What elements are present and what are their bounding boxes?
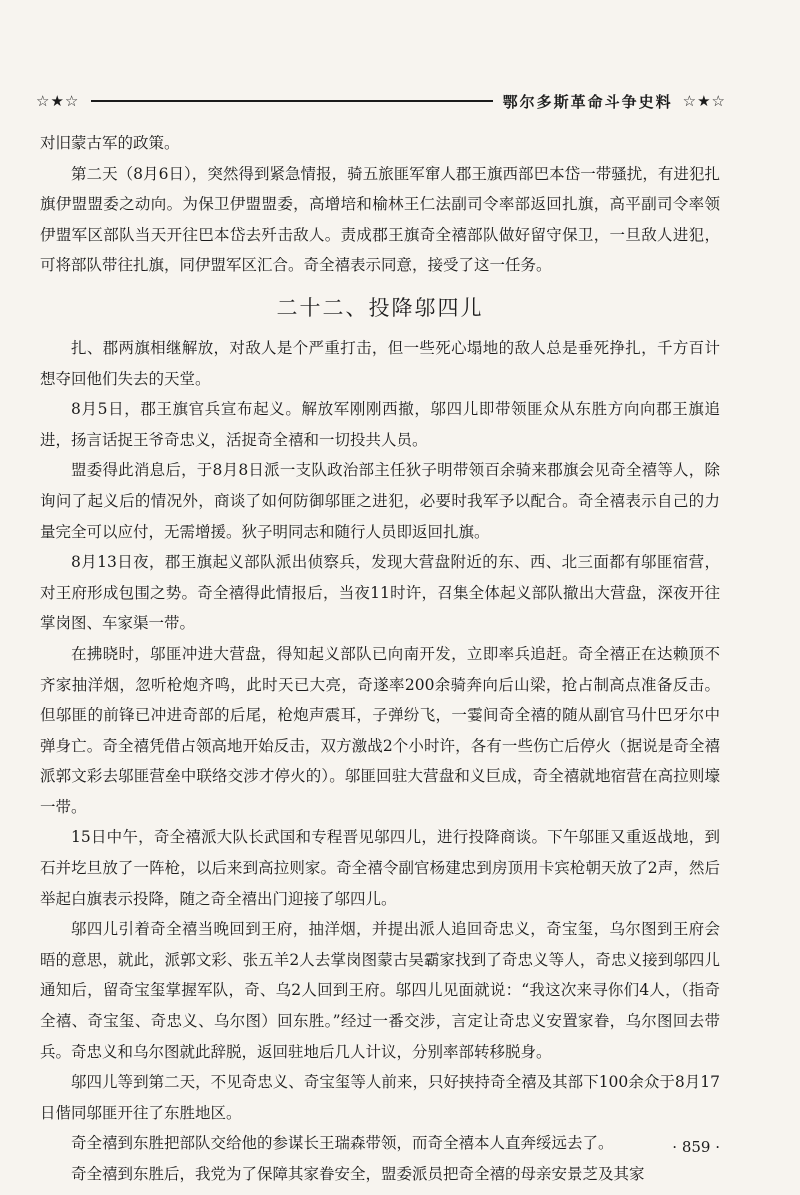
paragraph: 奇全禧到东胜后，我党为了保障其家眷安全，盟委派员把奇全禧的母亲安景芝及其家 [71, 1165, 645, 1183]
paragraph: 盟委得此消息后，于8月8日派一支队政治部主任狄子明带领百余骑来郡旗会见奇全禧等人，除询问了起义后的情况外，商谈了如何防御邬匪之进犯，必要时我军予以配合。奇全禧表示自己的力量完全可以应付，无需增援。狄子明同志和随行人员即返回扎旗。 [40, 461, 720, 541]
running-title: 鄂尔多斯革命斗争史料 [502, 92, 673, 111]
paragraph: 15日中午，奇全禧派大队长武国和专程晋见邬四儿，进行投降商谈。下午邬匪又重返战地，到石并圪旦放了一阵枪，以后来到高拉则家。奇全禧令副官杨建忠到房顶用卡宾枪朝天放了2声，然后举起白旗表示投降，随之奇全禧出门迎接了邬四儿。 [40, 828, 720, 908]
paragraph: 邬四儿引着奇全禧当晚回到王府，抽洋烟，并提出派人追回奇忠义，奇宝玺，乌尔图到王府会晤的意思，就此，派郭文彩、张五羊2人去掌岗图蒙古吴霸家找到了奇忠义等人，奇忠义接到邬四儿通知后，留奇宝玺掌握军队，奇、乌2人回到王府。邬四儿见面就说：“我这次来寻你们4人，（指奇全禧、奇宝玺、奇忠义、乌尔图）回东胜。”经过一番交涉，言定让奇忠义安置家眷，乌尔图回去带兵。奇忠义和乌尔图就此辞脱，返回驻地后几人计议，分别率部转移脱身。 [40, 920, 720, 1061]
header-rule [91, 100, 492, 102]
header-stars-left: ☆★☆ [36, 92, 80, 110]
running-header [36, 88, 726, 114]
header-stars-right: ☆★☆ [682, 92, 726, 110]
paragraph: 对旧蒙古军的政策。 [40, 134, 180, 152]
section-heading: 二十二、投降邬四儿 [276, 295, 484, 320]
paragraph: 第二天（8月6日），突然得到紧急情报，骑五旅匪军窜人郡王旗西部巴本岱一带骚扰，有进犯扎旗伊盟盟委之动向。为保卫伊盟盟委，高增培和榆林王仁法副司令率部返回扎旗，高平副司令率领伊盟军区部队当天开往巴本岱去歼击敌人。责成郡王旗奇全禧部队做好留守保卫，一旦敌人进犯，可将部队带往扎旗，同伊盟军区汇合。奇全禧表示同意，接受了这一任务。 [40, 164, 720, 275]
paragraph: 8月13日夜，郡王旗起义部队派出侦察兵，发现大营盘附近的东、西、北三面都有邬匪宿营，对王府形成包围之势。奇全禧得此情报后，当夜11时许，召集全体起义部队撤出大营盘，深夜开往掌岗图、车家渠一带。 [40, 553, 720, 633]
body-text [40, 128, 720, 1190]
paragraph: 奇全禧到东胜把部队交给他的参谋长王瑞森带领，而奇全禧本人直奔绥远去了。 [71, 1134, 614, 1153]
paragraph: 8月5日，郡王旗官兵宣布起义。解放军刚刚西撤，邬四儿即带领匪众从东胜方向向郡王旗追进，扬言话捉王爷奇忠义，活捉奇全禧和一切投共人员。 [40, 400, 720, 449]
paragraph: 扎、郡两旗相继解放，对敌人是个严重打击，但一些死心塌地的敌人总是垂死挣扎，千方百计想夺回他们失去的天堂。 [40, 338, 720, 388]
paragraph: 邬四儿等到第二天，不见奇忠义、奇宝玺等人前来，只好挟持奇全禧及其部下100余众于8月17日偕同邬匪开往了东胜地区。 [40, 1073, 720, 1122]
paragraph: 在拂晓时，邬匪冲进大营盘，得知起义部队已向南开发，立即率兵追赶。奇全禧正在达赖顶不齐家抽洋烟，忽听枪炮齐鸣，此时天已大亮，奇遂率200余骑奔向后山梁，抢占制高点准备反击。但邬匪的前锋已冲进奇部的后尾，枪炮声震耳，子弹纷飞，一霎间奇全禧的随从副官马什巴牙尔中弹身亡。奇全禧凭借占领高地开始反击，双方激战2个小时许，各有一些伤亡后停火（据说是奇全禧派郭文彩去邬匪营垒中联络交涉才停火的）。邬匪回驻大营盘和义巨成，奇全禧就地宿营在高拉则壕一带。 [40, 644, 720, 816]
page-number: · 859 · [672, 1138, 720, 1156]
